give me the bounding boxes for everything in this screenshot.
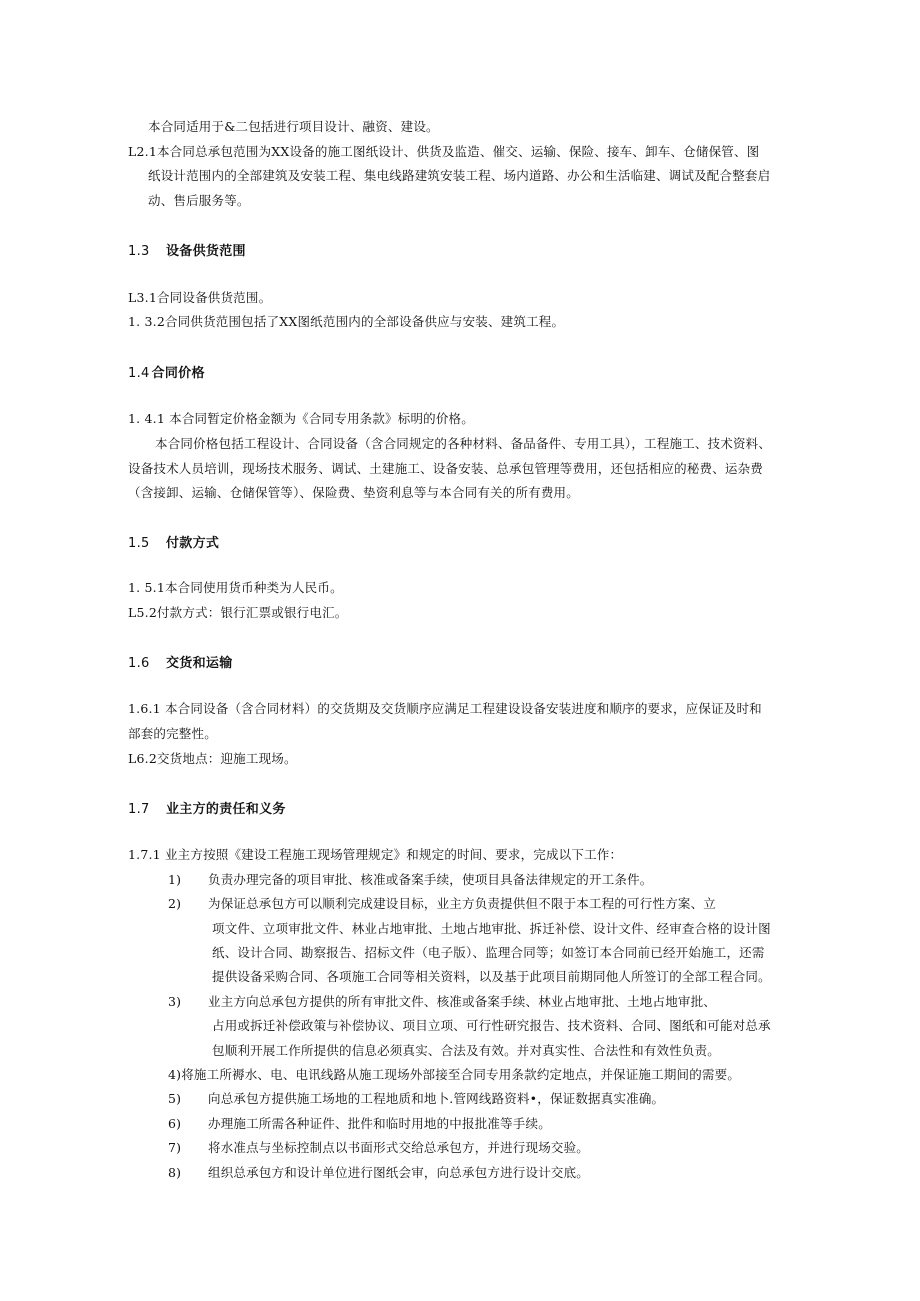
list-item-2-line-2: 项文件、立项审批文件、林业占地审批、土地占地审批、拆迁补偿、设计文件、经审查合格的设计图 (212, 921, 771, 936)
list-item-6: 办理施工所需各种证件、批件和临时用地的中报批准等手续。 (208, 1116, 551, 1131)
list-item-3-line-1: 业主方向总承包方提供的所有审批文件、核准或备案手续、林业占地审批、土地占地审批、 (208, 994, 717, 1009)
list-item-5: 向总承包方提供施工场地的工程地质和地卜.管网线路资料•，保证数据真实准确。 (208, 1091, 665, 1106)
section-heading-1-7 (128, 801, 286, 819)
list-marker: 5) (168, 1091, 182, 1106)
list-marker: 7) (168, 1140, 182, 1155)
list-item-2-line-1: 为保证总承包方可以顺利完成建设目标，业主方负责提供但不限于本工程的可行性方案、立 (208, 896, 717, 911)
price-paragraph-line-2: 设备技术人员培训，现场技术服务、调试、土建施工、设备安装、总承包管理等费用，还包括相应的秘费、运杂费 (128, 461, 764, 476)
list-marker: 8) (168, 1165, 182, 1180)
clause-1-4-1: 1. 4.1 本合同暂定价格金额为《合同专用条款》标明的价格。 (128, 411, 474, 426)
section-title: 合同价格 (151, 366, 205, 381)
section-number: 1.7 (128, 802, 150, 817)
list-item-4: 4)将施工所褥水、电、电讯线路从施工现场外部接至合同专用条款约定地点，并保证施工期间的需要。 (168, 1067, 741, 1082)
list-marker: 1) (168, 872, 182, 887)
list-item-8: 组织总承包方和设计单位进行图纸会审，向总承包方进行设计交底。 (208, 1165, 590, 1180)
section-heading-1-5 (128, 535, 219, 553)
section-number: 1.5 (128, 536, 150, 551)
clause-1-2-1-line-2: 纸设计范围内的全部建筑及安装工程、集电线路建筑安装工程、场内道路、办公和生活临建、调试及配合整套启 (148, 168, 771, 183)
clause-1-6-2: L6.2交货地点：迎施工现场。 (128, 751, 297, 766)
section-title: 交货和运输 (166, 656, 233, 671)
clause-1-6-1-line-2: 部套的完整性。 (128, 726, 217, 741)
list-marker: 2) (168, 896, 182, 911)
clause-1-3-1: L3.1合同设备供货范围。 (128, 290, 272, 305)
clause-1-3-2: 1. 3.2合同供货范围包括了XX图纸范围内的全部设备供应与安装、建筑工程。 (128, 314, 565, 329)
section-title: 设备供货范围 (166, 244, 246, 259)
list-marker: 3) (168, 994, 182, 1009)
section-number: 1.3 (128, 244, 150, 259)
clause-1-5-2: L5.2付款方式：银行汇票或银行电汇。 (128, 605, 348, 620)
section-heading-1-3 (128, 243, 246, 261)
clause-1-7-1: 1.7.1 业主方按照《建设工程施工现场管理规定》和规定的时间、要求，完成以下工作： (128, 847, 623, 862)
list-item-7: 将水准点与坐标控制点以书面形式交给总承包方，并进行现场交验。 (208, 1140, 590, 1155)
price-paragraph-line-3: （含接卸、运输、仓储保管等）、保险费、垫资利息等与本合同有关的所有费用。 (128, 485, 579, 500)
section-number: 1.4 (128, 366, 150, 381)
clause-1-2-1-line-3: 动、售后服务等。 (148, 193, 250, 208)
list-item-3-line-3: 包顺利开展工作所提供的信息必须真实、合法及有效。并对真实性、合法性和有效性负责。 (212, 1043, 721, 1058)
paragraph-line: 本合同适用于&二包括进行项目设计、融资、建设。 (148, 119, 439, 134)
section-number: 1.6 (128, 656, 150, 671)
section-title: 付款方式 (166, 536, 220, 551)
clause-1-6-1-line-1: 1.6.1 本合同设备（含合同材料）的交货期及交货顺序应满足工程建设设备安装进度和顺序的要求，应保证及时和 (128, 701, 762, 716)
list-marker: 6) (168, 1116, 182, 1131)
list-item-3-line-2: 占用或拆迁补偿政策与补偿协议、项目立项、可行性研究报告、技术资料、合同、图纸和可能对总承 (212, 1018, 771, 1033)
section-heading-1-6 (128, 655, 233, 673)
section-title: 业主方的责任和义务 (166, 802, 286, 817)
list-item-2-line-3: 纸、设计合同、勘察报告、招标文件（电子版）、监理合同等；如签订本合同前已经开始施工，还需 (212, 945, 765, 960)
price-paragraph-line-1: 本合同价格包括工程设计、合同设备（含合同规定的各种材料、备品备件、专用工具），工程施工、技术资料、 (155, 436, 772, 451)
clause-1-2-1-line-1: L2.1本合同总承包范围为XX设备的施工图纸设计、供货及监造、催交、运输、保险、接车、卸车、仓储保管、图 (128, 144, 760, 159)
list-item-1: 负责办理完备的项目审批、核准或备案手续，使项目具备法律规定的开工条件。 (208, 872, 653, 887)
list-item-2-line-4: 提供设备采购合同、各项施工合同等相关资料，以及基于此项目前期同他人所签订的全部工程合同。 (212, 969, 771, 984)
section-heading-1-4 (128, 365, 205, 383)
clause-1-5-1: 1. 5.1本合同使用货币种类为人民币。 (128, 580, 343, 595)
